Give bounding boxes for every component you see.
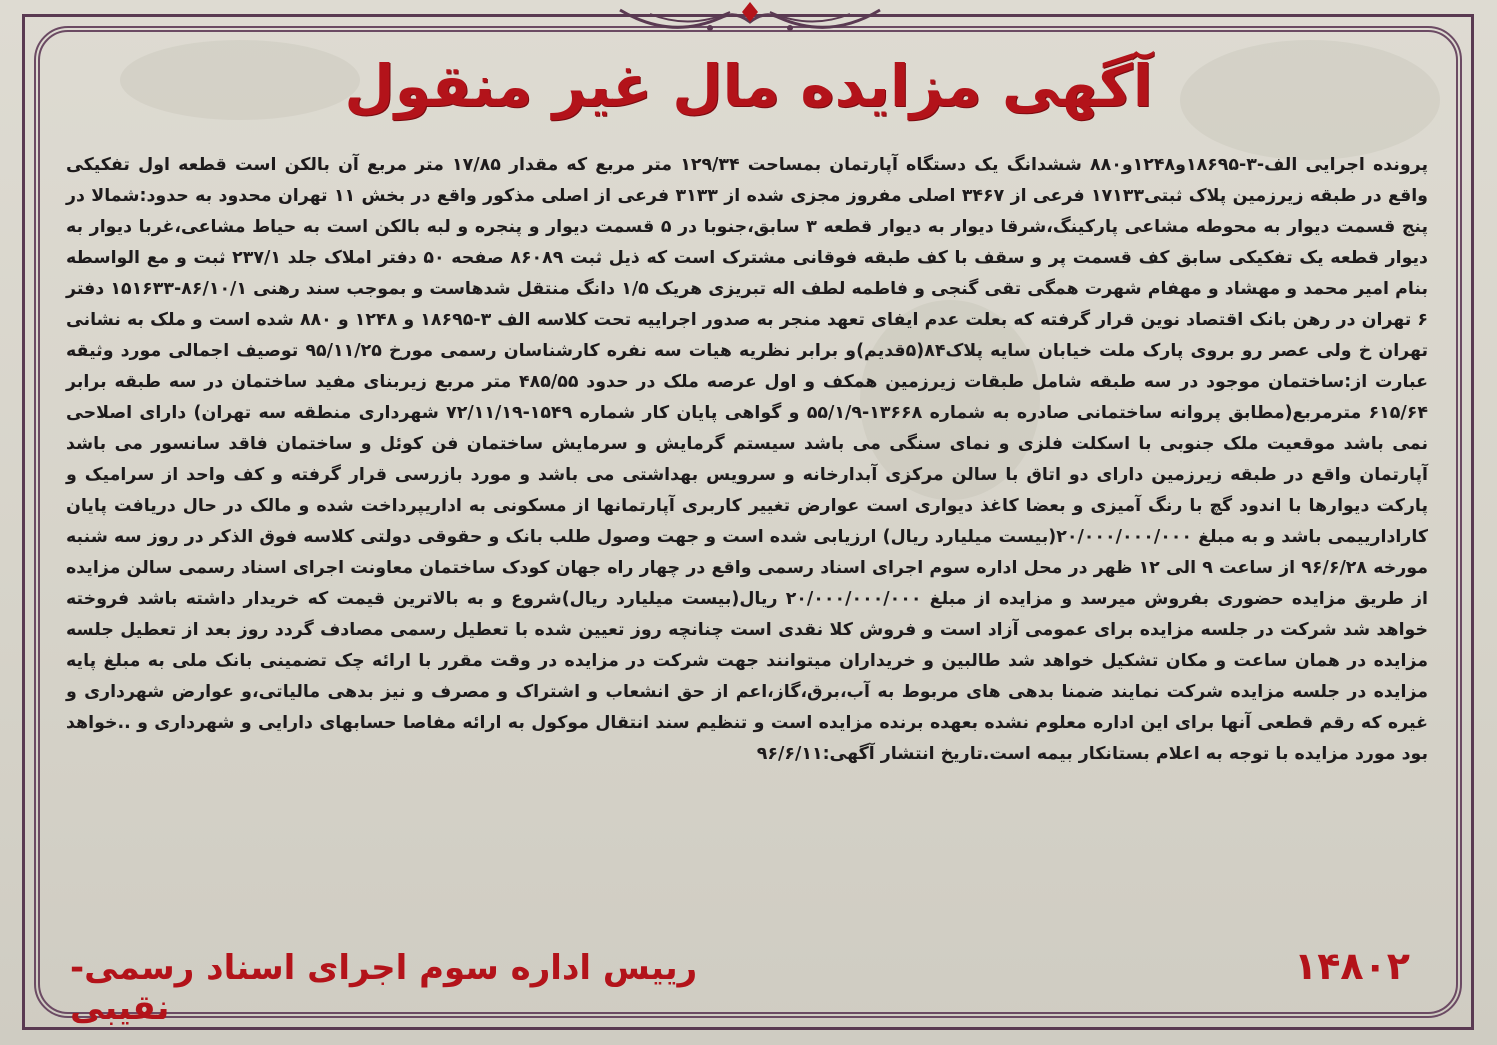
notice-body: پرونده اجرایی الف-۳-۱۸۶۹۵و۱۲۴۸و۸۸۰ ششدانگ یک دستگاه آپارتمان بمساحت ۱۲۹/۳۴ متر مربع که مقدار ۱۷/۸۵ متر مربع آن بالکن است قطعه اول تفکیکی واقع در طبقه زیرزمین پلاک ثبتی۱۷۱۳۳ فرعی از ۳۴۶۷ اصلی مفروز مجزی شده از ۳۱۳۳ فرعی از اصلی مذکور واقع در بخش ۱۱ تهران محدود به حدود:شمالا در پنج قسمت دیوار به محوطه مشاعی پارکینگ،شرقا دیوار به دیوار قطعه ۳ سابق،جنوبا در ۵ قسمت دیوار و پنجره و لبه بالکن است به حیاط مشاعی،غربا دیوار به دیوار قطعه یک تفکیکی سابق کف قسمت پر و سقف با کف طبقه فوقانی مشترک است که ذیل ثبت ۸۶۰۸۹ صفحه ۵۰ دفتر املاک جلد ۲۳۷/۱ ثبت و مع الواسطه بنام امیر محمد و مهشاد و مهفام شهرت همگی تقی گنجی و فاطمه لطف اله تبریزی هریک ۱/۵ دانگ منتقل شدهاست و بموجب سند رهنی ۸۶/۱۰/۱-۱۵۱۶۳۳ دفتر ۶ تهران در رهن بانک اقتصاد نوین قرار گرفته که بعلت عدم ایفای تعهد منجر به صدور اجراییه تحت کلاسه الف ۳-۱۸۶۹۵ و ۱۲۴۸ و ۸۸۰ شده است و ملک به نشانی تهران خ ولی عصر رو بروی پارک ملت خیابان سایه پلاک۸۴(۵قدیم)و برابر نظریه هیات سه نفره کارشناسان رسمی مورخ ۹۵/۱۱/۲۵ توصیف اجمالی مورد وثیقه عبارت از:ساختمان موجود در سه طبقه شامل طبقات زیرزمین همکف و اول عرصه ملک در حدود ۴۸۵/۵۵ متر مربع زیربنای مفید ساختمان در سه طبقه برابر ۶۱۵/۶۴ مترمربع(مطابق پروانه ساختمانی صادره به شماره ۱۳۶۶۸-۵۵/۱/۹ و گواهی پایان کار شماره ۱۵۴۹-۷۲/۱۱/۱۹ شهرداری منطقه سه تهران) دارای اصلاحی نمی باشد موقعیت ملک جنوبی با اسکلت فلزی و نمای سنگی می باشد سیستم گرمایش و سرمایش ساختمان فن کوئل و ساختمان فاقد سانسور می باشد آپارتمان واقع در طبقه زیرزمین دارای دو اتاق با سالن مرکزی آبدارخانه و سرویس بهداشتی می باشد و مورد بازرسی قرار گرفته و کف واحد از سرامیک و پارکت دیوارها با اندود گچ با رنگ آمیزی و بعضا کاغذ دیواری است عوارض تغییر کاربری آپارتمانها از مسکونی به اداریپرداخت شده و مالک در حال دریافت پایان کارادارییمی باشد و به مبلغ ۲۰/۰۰۰/۰۰۰/۰۰۰(بیست میلیارد ریال) ارزیابی شده است و جهت وصول طلب بانک و حقوقی دولتی کلاسه فوق الذکر در روز سه شنبه مورخه ۹۶/۶/۲۸ از ساعت ۹ الی ۱۲ ظهر در محل اداره سوم اجرای اسناد رسمی واقع در چهار راه جهان کودک ساختمان معاونت اجرای اسناد رسمی سالن مزایده از طریق مزایده حضوری بفروش میرسد و مزایده از مبلغ ۲۰/۰۰۰/۰۰۰/۰۰۰ ریال(بیست میلیارد ریال)شروع و به بالاترین قیمت که خریدار داشته باشد فروخته خواهد شد شرکت در جلسه مزایده برای عمومی آزاد است و فروش کلا نقدی است چنانچه روز تعیین شده با تعطیل رسمی مصادف گردد روز بعد از تعطیل جلسه مزایده در همان ساعت و مکان تشکیل خواهد شد طالبین و خریداران میتوانند جهت شرکت در مزایده در وقت مقرر با ارائه چک تضمینی بانک ملی به مبلغ پایه مزایده در جلسه مزایده شرکت نمایند ضمنا بدهی های مربوط به آب،برق،گاز،اعم از حق انشعاب و اشتراک و مصرف و نیز بدهی مالیاتی،و عوارض شهرداری و غیره که رقم قطعی آنها برای این اداره معلوم نشده بعهده برنده مزایده است و تنظیم سند انتقال موکول به ارائه مفاصا حسابهای دارایی و شهرداری و ..خواهد بود مورد مزایده با توجه به اعلام بستانکار بیمه است.تاریخ انتشار آگهی:۹۶/۶/۱۱: [66, 155, 1429, 764]
ad-number: ۱۴۸۰۲: [1294, 944, 1410, 988]
notice-title: آگهی مزایده مال غیر منقول: [344, 52, 1153, 120]
signature-line: رییس اداره سوم اجرای اسناد رسمی-نقیبی: [70, 948, 698, 1028]
decorative-ornament-icon: [610, 0, 890, 48]
